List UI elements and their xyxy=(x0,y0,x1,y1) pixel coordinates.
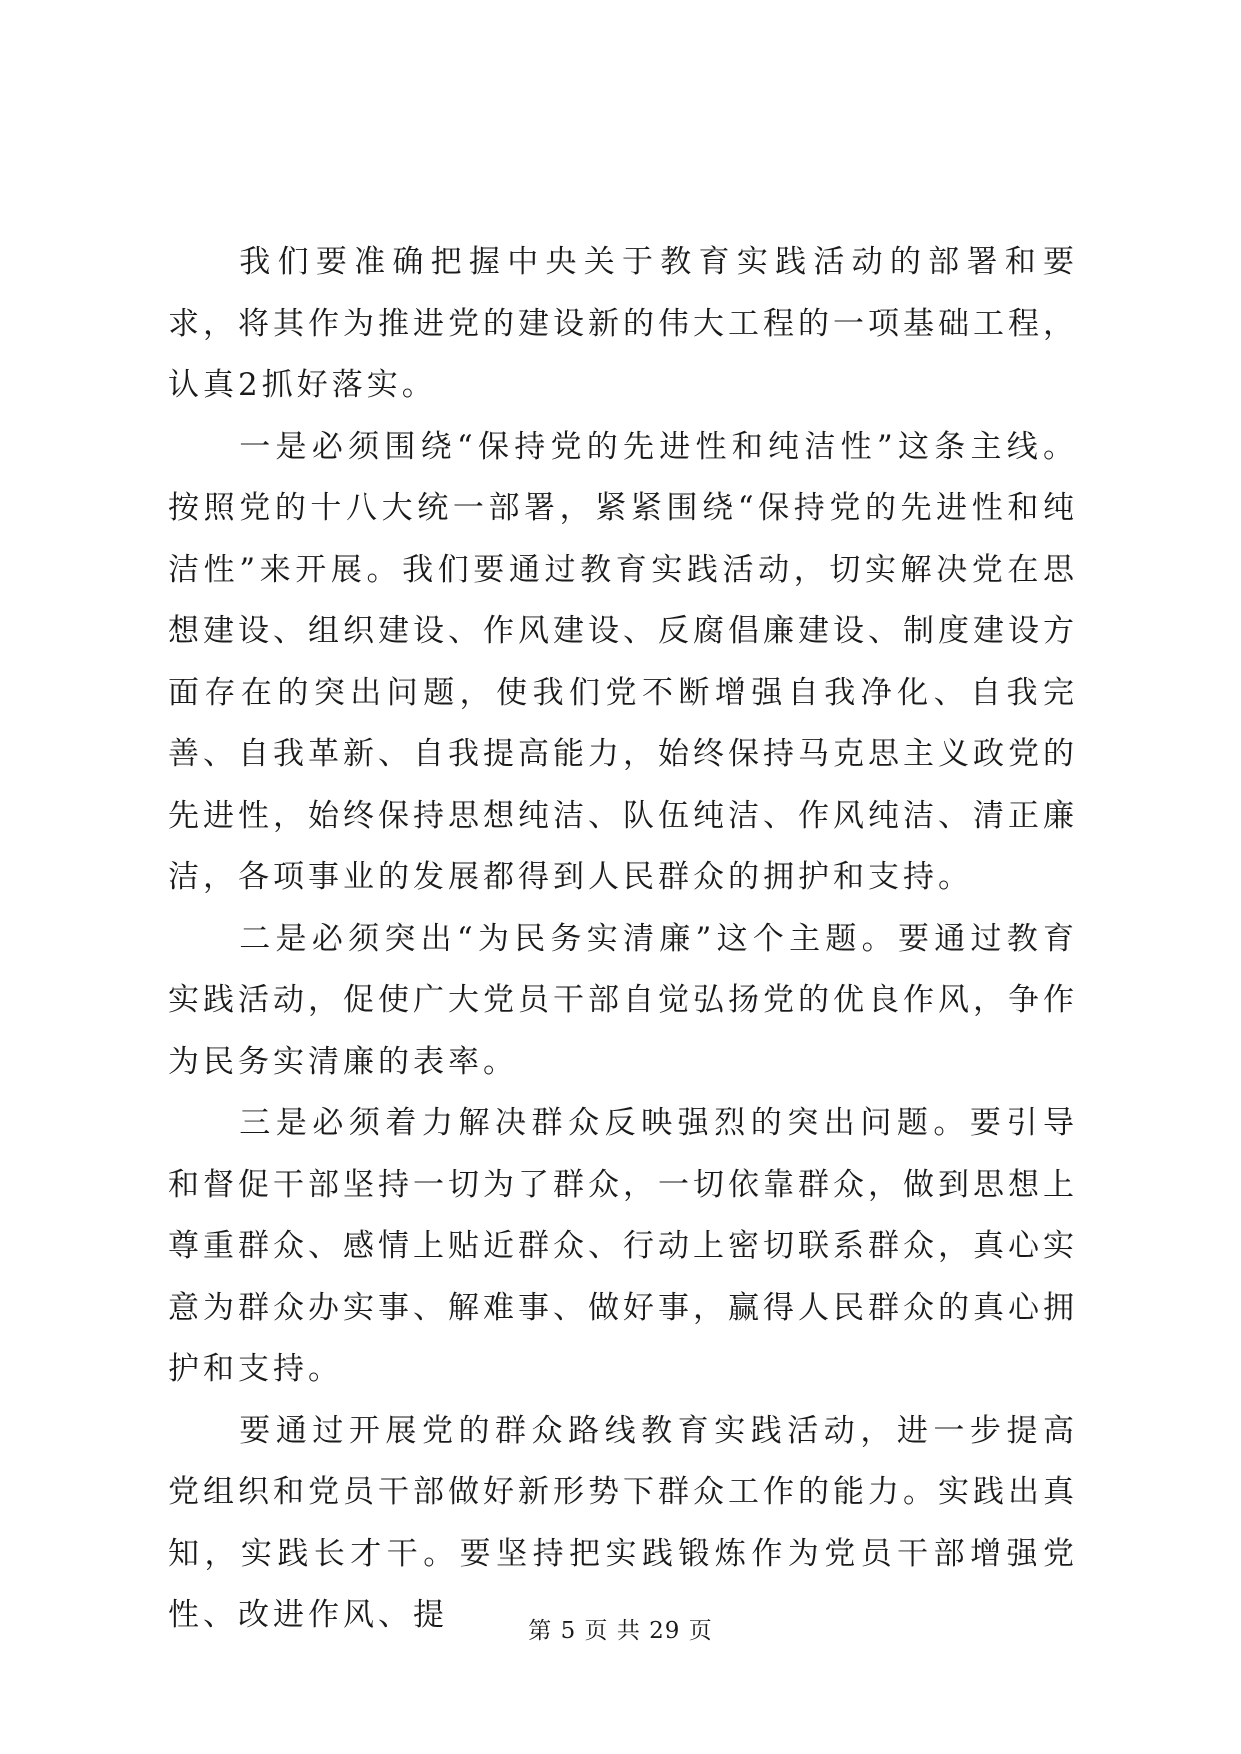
document-body xyxy=(168,232,1078,1647)
paragraph-5: 要通过开展党的群众路线教育实践活动，进一步提高党组织和党员干部做好新形势下群众工作的能力。实践出真知，实践长才干。要坚持把实践锻炼作为党员干部增强党性、改进作风、提 xyxy=(168,1412,1078,1633)
paragraph-1: 我们要准确把握中央关于教育实践活动的部署和要求，将其作为推进党的建设新的伟大工程的一项基础工程，认真2抓好落实。 xyxy=(168,244,1078,403)
paragraph-4: 三是必须着力解决群众反映强烈的突出问题。要引导和督促干部坚持一切为了群众，一切依靠群众，做到思想上尊重群众、感情上贴近群众、行动上密切联系群众，真心实意为群众办实事、解难事、做好事，赢得人民群众的真心拥护和支持。 xyxy=(168,1105,1078,1387)
page-number-footer: 第 5 页 共 29 页 xyxy=(528,1618,713,1644)
paragraph-3: 二是必须突出“为民务实清廉”这个主题。要通过教育实践活动，促使广大党员干部自觉弘扬党的优良作风，争作为民务实清廉的表率。 xyxy=(168,920,1078,1080)
paragraph-2: 一是必须围绕“保持党的先进性和纯洁性”这条主线。按照党的十八大统一部署，紧紧围绕“保持党的先进性和纯洁性”来开展。我们要通过教育实践活动，切实解决党在思想建设、组织建设、作风建设、反腐倡廉建设、制度建设方面存在的突出问题，使我们党不断增强自我净化、自我完善、自我革新、自我提高能力，始终保持马克思主义政党的先进性，始终保持思想纯洁、队伍纯洁、作风纯洁、清正廉洁，各项事业的发展都得到人民群众的拥护和支持。 xyxy=(168,428,1078,895)
